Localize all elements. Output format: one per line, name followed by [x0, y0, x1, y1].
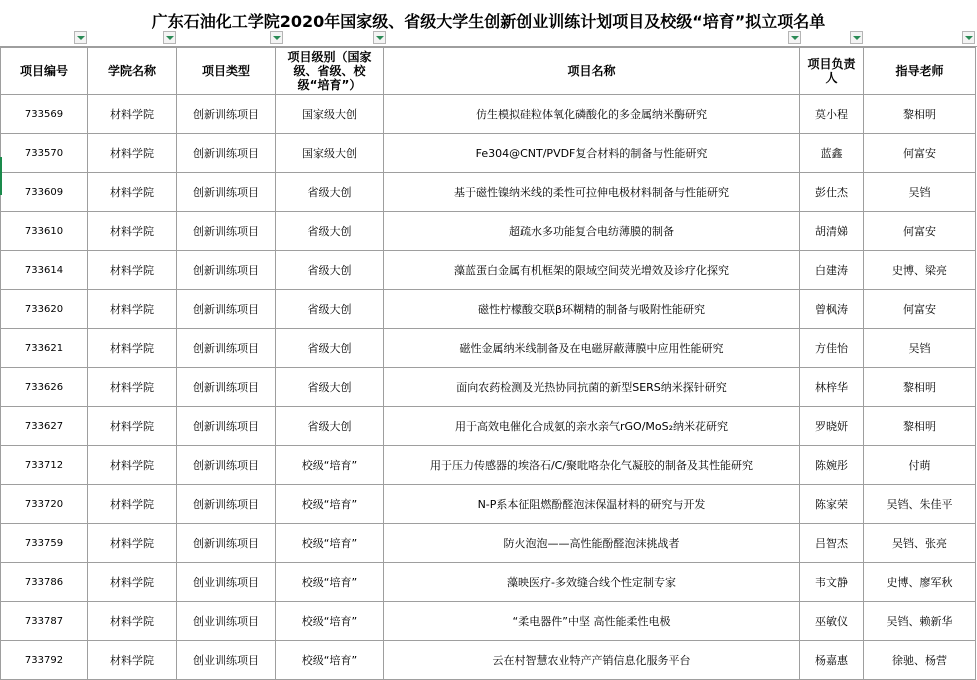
title-row — [0, 0, 977, 47]
filter-dropdown-icon[interactable] — [163, 31, 176, 44]
cell-college[interactable]: 材料学院 — [88, 524, 177, 563]
cell-project-level[interactable]: 省级大创 — [276, 407, 384, 446]
cell-college[interactable]: 材料学院 — [88, 95, 177, 134]
table-row — [1, 407, 976, 446]
cell-leader[interactable]: 陈家荣 — [800, 485, 864, 524]
cell-leader[interactable]: 蓝鑫 — [800, 134, 864, 173]
table-row — [1, 641, 976, 680]
cell-project-id[interactable]: 733614 — [1, 251, 88, 290]
cell-project-level[interactable]: 校级“培育” — [276, 563, 384, 602]
cell-college[interactable]: 材料学院 — [88, 407, 177, 446]
cell-leader[interactable]: 方佳怡 — [800, 329, 864, 368]
cell-project-type[interactable]: 创新训练项目 — [177, 290, 276, 329]
cell-project-type[interactable]: 创新训练项目 — [177, 368, 276, 407]
cell-advisor[interactable]: 付萌 — [864, 446, 976, 485]
cell-project-name[interactable]: 防火泡泡——高性能酚醛泡沫挑战者 — [384, 524, 800, 563]
cell-project-level[interactable]: 国家级大创 — [276, 134, 384, 173]
table-row — [1, 446, 976, 485]
cell-advisor[interactable]: 何富安 — [864, 212, 976, 251]
cell-college[interactable]: 材料学院 — [88, 290, 177, 329]
cell-advisor[interactable]: 何富安 — [864, 290, 976, 329]
cell-project-id[interactable]: 733627 — [1, 407, 88, 446]
header-project-level[interactable]: 项目级别（国家级、省级、校级“培育”） — [276, 48, 384, 95]
cell-project-level[interactable]: 国家级大创 — [276, 95, 384, 134]
cell-project-level[interactable]: 校级“培育” — [276, 602, 384, 641]
selected-row-marker — [0, 157, 2, 195]
filter-dropdown-icon[interactable] — [270, 31, 283, 44]
cell-college[interactable]: 材料学院 — [88, 329, 177, 368]
cell-advisor[interactable]: 史博、梁亮 — [864, 251, 976, 290]
table-row — [1, 563, 976, 602]
cell-project-level[interactable]: 省级大创 — [276, 251, 384, 290]
cell-project-level[interactable]: 省级大创 — [276, 290, 384, 329]
cell-project-type[interactable]: 创新训练项目 — [177, 524, 276, 563]
cell-project-level[interactable]: 省级大创 — [276, 329, 384, 368]
project-table — [0, 47, 976, 680]
cell-project-level[interactable]: 校级“培育” — [276, 524, 384, 563]
cell-advisor[interactable]: 何富安 — [864, 134, 976, 173]
cell-project-name[interactable]: 超疏水多功能复合电纺薄膜的制备 — [384, 212, 800, 251]
cell-college[interactable]: 材料学院 — [88, 251, 177, 290]
cell-project-level[interactable]: 省级大创 — [276, 368, 384, 407]
cell-advisor[interactable]: 黎相明 — [864, 95, 976, 134]
cell-advisor[interactable]: 史博、廖军秋 — [864, 563, 976, 602]
cell-project-name[interactable]: 藻映医疗-多效缝合线个性定制专家 — [384, 563, 800, 602]
cell-project-name[interactable]: 面向农药检测及光热协同抗菌的新型SERS纳米探针研究 — [384, 368, 800, 407]
cell-project-id[interactable]: 733712 — [1, 446, 88, 485]
cell-project-name[interactable]: “柔电器件”中坚 高性能柔性电极 — [384, 602, 800, 641]
cell-project-id[interactable]: 733759 — [1, 524, 88, 563]
cell-project-level[interactable]: 校级“培育” — [276, 641, 384, 680]
cell-project-type[interactable]: 创新训练项目 — [177, 446, 276, 485]
cell-leader[interactable]: 吕智杰 — [800, 524, 864, 563]
cell-advisor[interactable]: 吴铛、张亮 — [864, 524, 976, 563]
cell-advisor[interactable]: 吴铛 — [864, 173, 976, 212]
cell-leader[interactable]: 罗晓妍 — [800, 407, 864, 446]
cell-college[interactable]: 材料学院 — [88, 446, 177, 485]
cell-project-type[interactable]: 创新训练项目 — [177, 251, 276, 290]
cell-project-name[interactable]: 藻蓝蛋白金属有机框架的限域空间荧光增效及诊疗化探究 — [384, 251, 800, 290]
cell-project-id[interactable]: 733620 — [1, 290, 88, 329]
header-advisor[interactable]: 指导老师 — [864, 48, 976, 95]
cell-project-name[interactable]: Fe304@CNT/PVDF复合材料的制备与性能研究 — [384, 134, 800, 173]
cell-project-id[interactable]: 733792 — [1, 641, 88, 680]
cell-college[interactable]: 材料学院 — [88, 173, 177, 212]
cell-leader[interactable]: 彭仕杰 — [800, 173, 864, 212]
cell-project-type[interactable]: 创新训练项目 — [177, 485, 276, 524]
header-project-type[interactable]: 项目类型 — [177, 48, 276, 95]
cell-advisor[interactable]: 徐驰、杨营 — [864, 641, 976, 680]
cell-college[interactable]: 材料学院 — [88, 368, 177, 407]
cell-project-type[interactable]: 创新训练项目 — [177, 134, 276, 173]
cell-project-name[interactable]: 用于高效电催化合成氨的亲水亲气rGO/MoS₂纳米花研究 — [384, 407, 800, 446]
cell-project-level[interactable]: 校级“培育” — [276, 446, 384, 485]
cell-project-name[interactable]: 磁性金属纳米线制备及在电磁屏蔽薄膜中应用性能研究 — [384, 329, 800, 368]
table-row — [1, 602, 976, 641]
cell-project-id[interactable]: 733609 — [1, 173, 88, 212]
cell-advisor[interactable]: 黎相明 — [864, 407, 976, 446]
cell-leader[interactable]: 曾枫涛 — [800, 290, 864, 329]
cell-project-name[interactable]: 用于压力传感器的埃洛石/C/聚吡咯杂化气凝胶的制备及其性能研究 — [384, 446, 800, 485]
header-project-id[interactable]: 项目编号 — [1, 48, 88, 95]
table-row — [1, 173, 976, 212]
cell-project-name[interactable]: N-P系本征阻燃酚醛泡沫保温材料的研究与开发 — [384, 485, 800, 524]
cell-project-id[interactable]: 733569 — [1, 95, 88, 134]
header-college[interactable]: 学院名称 — [88, 48, 177, 95]
cell-college[interactable]: 材料学院 — [88, 641, 177, 680]
cell-advisor[interactable]: 吴铛 — [864, 329, 976, 368]
cell-leader[interactable]: 巫敏仪 — [800, 602, 864, 641]
table-row — [1, 134, 976, 173]
cell-project-id[interactable]: 733621 — [1, 329, 88, 368]
table-row — [1, 524, 976, 563]
cell-project-id[interactable]: 733720 — [1, 485, 88, 524]
cell-project-type[interactable]: 创新训练项目 — [177, 407, 276, 446]
cell-leader[interactable]: 白建涛 — [800, 251, 864, 290]
filter-dropdown-icon[interactable] — [788, 31, 801, 44]
cell-project-type[interactable]: 创新训练项目 — [177, 95, 276, 134]
cell-project-level[interactable]: 省级大创 — [276, 173, 384, 212]
cell-leader[interactable]: 陈婉彤 — [800, 446, 864, 485]
cell-advisor[interactable]: 吴铛、赖新华 — [864, 602, 976, 641]
cell-project-name[interactable]: 仿生模拟硅粒体氧化磷酸化的多金属纳米酶研究 — [384, 95, 800, 134]
cell-college[interactable]: 材料学院 — [88, 563, 177, 602]
table-row — [1, 290, 976, 329]
table-row — [1, 485, 976, 524]
cell-project-type[interactable]: 创业训练项目 — [177, 602, 276, 641]
filter-dropdown-icon[interactable] — [850, 31, 863, 44]
cell-leader[interactable]: 杨嘉惠 — [800, 641, 864, 680]
cell-project-type[interactable]: 创新训练项目 — [177, 173, 276, 212]
table-row — [1, 251, 976, 290]
cell-project-name[interactable]: 磁性柠檬酸交联β环糊精的制备与吸附性能研究 — [384, 290, 800, 329]
filter-dropdown-icon[interactable] — [74, 31, 87, 44]
cell-college[interactable]: 材料学院 — [88, 485, 177, 524]
filter-dropdown-icon[interactable] — [373, 31, 386, 44]
cell-project-id[interactable]: 733787 — [1, 602, 88, 641]
table-row — [1, 368, 976, 407]
cell-college[interactable]: 材料学院 — [88, 212, 177, 251]
cell-project-id[interactable]: 733626 — [1, 368, 88, 407]
cell-project-level[interactable]: 校级“培育” — [276, 485, 384, 524]
cell-project-type[interactable]: 创新训练项目 — [177, 212, 276, 251]
cell-leader[interactable]: 胡清娣 — [800, 212, 864, 251]
table-row — [1, 329, 976, 368]
filter-dropdown-icon[interactable] — [962, 31, 975, 44]
cell-project-type[interactable]: 创新训练项目 — [177, 329, 276, 368]
cell-project-id[interactable]: 733786 — [1, 563, 88, 602]
cell-project-name[interactable]: 云在村智慧农业特产产销信息化服务平台 — [384, 641, 800, 680]
cell-college[interactable]: 材料学院 — [88, 134, 177, 173]
cell-project-id[interactable]: 733610 — [1, 212, 88, 251]
table-row — [1, 95, 976, 134]
cell-leader[interactable]: 韦文静 — [800, 563, 864, 602]
cell-project-type[interactable]: 创业训练项目 — [177, 641, 276, 680]
header-leader[interactable]: 项目负责人 — [800, 48, 864, 95]
header-project-name[interactable]: 项目名称 — [384, 48, 800, 95]
cell-college[interactable]: 材料学院 — [88, 602, 177, 641]
sheet-title: 广东石油化工学院2020年国家级、省级大学生创新创业训练计划项目及校级“培育”拟立项名单 — [151, 12, 826, 31]
cell-advisor[interactable]: 吴铛、朱佳平 — [864, 485, 976, 524]
cell-project-id[interactable]: 733570 — [1, 134, 88, 173]
cell-leader[interactable]: 林梓华 — [800, 368, 864, 407]
cell-project-name[interactable]: 基于磁性镍纳米线的柔性可拉伸电极材料制备与性能研究 — [384, 173, 800, 212]
cell-leader[interactable]: 莫小程 — [800, 95, 864, 134]
cell-project-level[interactable]: 省级大创 — [276, 212, 384, 251]
table-row — [1, 212, 976, 251]
cell-advisor[interactable]: 黎相明 — [864, 368, 976, 407]
cell-project-type[interactable]: 创业训练项目 — [177, 563, 276, 602]
header-row — [1, 48, 976, 95]
